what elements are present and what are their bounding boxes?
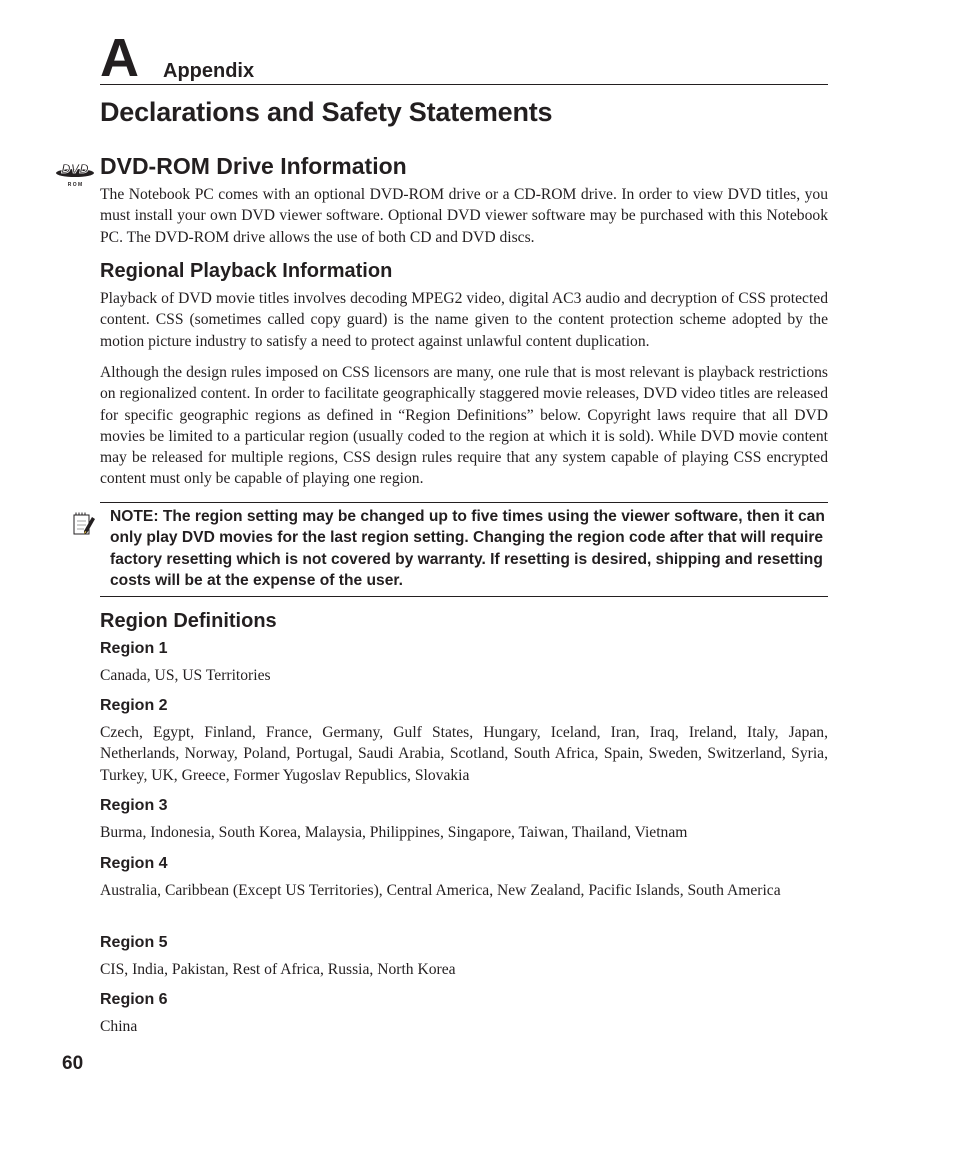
chapter-title: Appendix — [163, 60, 255, 82]
region-3-countries: Burma, Indonesia, South Korea, Malaysia, Philippines, Singapore, Taiwan, Thailand, Vietnam — [100, 824, 688, 841]
page-title: Declarations and Safety Statements — [100, 97, 553, 127]
page-number: 60 — [62, 1053, 84, 1074]
region-2-countries: Czech, Egypt, Finland, France, Germany, Gulf States, Hungary, Iceland, Iran, Iraq, Ireland, Italy, Japan, Netherlands, Norway, Poland, Portugal, Saudi Arabia, Scotland, South Africa, Spain, Sweden, Switzerland, Syria, Turkey, UK, Greece, Former Yugoslav Republics, Slovakia — [100, 724, 828, 784]
region-2-label: Region 2 — [100, 697, 168, 714]
header-divider — [100, 84, 828, 85]
svg-text:R O M: R O M — [67, 182, 83, 188]
region-4-countries: Australia, Caribbean (Except US Territories), Central America, New Zealand, Pacific Islands, South America — [100, 882, 781, 899]
region-1-countries: Canada, US, US Territories — [100, 667, 271, 684]
regional-playback-paragraph-2: Although the design rules imposed on CSS licensors are many, one rule that is most relevant is playback restrictions on regionalized content. In order to facilitate geographically staggered movie releases, DVD video titles are released for specific geographic regions as defined in “Region Definitions” below. Copyright laws require that all DVD movies be limited to a particular region (usually coded to the region at which it is sold). While DVD movie content may be released for multiple regions, CSS design rules require that any system capable of playing CSS encrypted content must only be capable of playing one region. — [100, 364, 828, 488]
region-5-label: Region 5 — [100, 934, 168, 951]
dvd-rom-logo-icon — [55, 160, 95, 188]
dvd-rom-paragraph: The Notebook PC comes with an optional DVD-ROM drive or a CD-ROM drive. In order to view DVD titles, you must install your own DVD viewer software. Optional DVD viewer software may be purchased with this Notebook PC. The DVD-ROM drive allows the use of both CD and DVD discs. — [100, 186, 828, 246]
region-definitions-heading: Region Definitions — [100, 610, 277, 632]
note-top-rule — [100, 502, 828, 503]
region-5-countries: CIS, India, Pakistan, Rest of Africa, Russia, North Korea — [100, 961, 456, 978]
region-4-label: Region 4 — [100, 855, 168, 872]
dvd-rom-heading: DVD-ROM Drive Information — [100, 153, 407, 179]
regional-playback-heading: Regional Playback Information — [100, 260, 393, 282]
svg-text:DVD: DVD — [61, 161, 89, 176]
region-6-countries: China — [100, 1018, 138, 1035]
region-6-label: Region 6 — [100, 991, 168, 1008]
note-text: NOTE: The region setting may be changed up to five times using the viewer software, then it can only play DVD movies for the last region setting. Changing the region code after that will require factory resetting which is not covered by warranty. If resetting is desired, shipping and resetting costs will be at the expense of the user. — [110, 508, 825, 589]
notepad-pen-icon — [72, 511, 96, 537]
region-1-label: Region 1 — [100, 640, 168, 657]
region-3-label: Region 3 — [100, 797, 168, 814]
chapter-letter: A — [100, 28, 139, 88]
note-bottom-rule — [100, 596, 828, 597]
regional-playback-paragraph-1: Playback of DVD movie titles involves decoding MPEG2 video, digital AC3 audio and decryption of CSS protected content. CSS (sometimes called copy guard) is the name given to the content protection scheme adopted by the motion picture industry to satisfy a need to protect against unlawful content duplication. — [100, 290, 828, 350]
